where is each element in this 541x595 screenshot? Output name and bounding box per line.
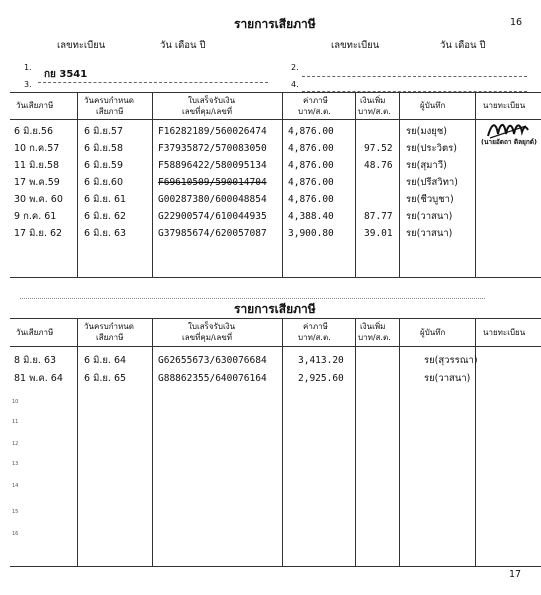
column-header-tax-line2: บาท/ส.ต. [298,333,331,342]
surcharge-cell: 87.77 [364,211,393,222]
receipt-cell: F69610509/590014704 [158,177,267,188]
registration-plate-value: กย 3541 [44,69,88,80]
tax-amount-cell: 3,900.80 [288,228,334,239]
due-date-cell: 6 มิ.ย.57 [84,126,124,137]
due-date-cell: 6 มิ.ย.58 [84,143,124,154]
tax-amount-cell: 4,876.00 [288,160,334,171]
tax-amount-cell: 4,388.40 [288,211,334,222]
item-4-number: 4. [291,80,299,89]
date-label-1: วัน เดือน ปี [160,40,206,51]
item-1-dotted-line [38,82,268,83]
column-header-surcharge-line2: บาท/ส.ต. [358,107,391,116]
row-number: 10 [12,399,19,405]
item-3-number: 3. [24,80,32,89]
column-header-tax-date: วันเสียภาษี [16,328,54,337]
tax-date-cell: 8 มิ.ย. 63 [14,355,57,366]
column-header-surcharge: เงินเพิ่ม [360,96,386,105]
column-header-recorder: ผู้บันทึก [420,328,446,337]
column-header-due-date: วันครบกำหนด [84,96,134,105]
surcharge-cell: 97.52 [364,143,393,154]
due-date-cell: 6 มิ.ย. 61 [84,194,127,205]
item-2-dotted-line [302,76,527,77]
tax-amount-cell: 4,876.00 [288,143,334,154]
page-number-top: 16 [510,17,523,28]
column-header-tax-line2: บาท/ส.ต. [298,107,331,116]
tax-date-cell: 6 มิ.ย.56 [14,126,54,137]
recorder-cell: รย(สุวรรณา) [424,355,478,366]
receipt-cell: G62655673/630076684 [158,355,267,366]
tax-date-cell: 30 พ.ค. 60 [14,194,63,205]
column-header-surcharge: เงินเพิ่ม [360,322,386,331]
row-number: 16 [12,531,19,537]
column-header-receipt: ใบเสร็จรับเงิน [188,322,236,331]
column-header-registrar: นายทะเบียน [483,328,526,337]
receipt-cell: G37985674/620057087 [158,228,267,239]
section-separator [20,298,485,299]
tax-amount-cell: 4,876.00 [288,194,334,205]
registrar-stamp-text: (นายอัตถา ติลยุกต์) [481,138,537,146]
row-number: 11 [12,419,19,425]
section-title: รายการเสียภาษี [234,17,316,31]
due-date-cell: 6 มิ.ย.60 [84,177,124,188]
row-number: 15 [12,509,19,515]
recorder-cell: รย(วาสนา) [406,228,453,239]
registration-label-1: เลขทะเบียน [57,40,106,51]
column-header-tax: ค่าภาษี [303,96,328,105]
receipt-cell: G22900574/610044935 [158,211,267,222]
due-date-cell: 6 มิ.ย. 62 [84,211,127,222]
tax-date-cell: 9 ก.ค. 61 [14,211,57,222]
receipt-cell: F16282189/560026474 [158,126,267,137]
item-1-number: 1. [24,63,32,72]
row-number: 14 [12,483,19,489]
column-header-due-date-line2: เสียภาษี [96,107,124,116]
section-2-title: รายการเสียภาษี [234,302,316,316]
recorder-cell: รย(สุมาวี) [406,160,447,171]
tax-date-cell: 17 มิ.ย. 62 [14,228,63,239]
tax-amount-cell: 4,876.00 [288,177,334,188]
item-2-number: 2. [291,63,299,72]
column-header-tax: ค่าภาษี [303,322,328,331]
page-number-bottom: 17 [509,569,522,580]
recorder-cell: รย(ปรีสวิทา) [406,177,458,188]
column-header-receipt-line2: เลขที่คุม/เลขที่ [182,107,233,116]
receipt-cell: F37935872/570083050 [158,143,267,154]
tax-amount-cell: 4,876.00 [288,126,334,137]
receipt-cell: G00287380/600048854 [158,194,267,205]
tax-amount-cell: 2,925.60 [298,373,344,384]
tax-amount-cell: 3,413.20 [298,355,344,366]
tax-date-cell: 81 พ.ค. 64 [14,373,63,384]
due-date-cell: 6 มิ.ย.59 [84,160,124,171]
column-header-tax-date: วันเสียภาษี [16,101,54,110]
column-header-registrar: นายทะเบียน [483,101,526,110]
date-label-2: วัน เดือน ปี [440,40,486,51]
column-header-receipt-line2: เลขที่คุม/เลขที่ [182,333,233,342]
row-number: 12 [12,441,19,447]
column-header-receipt: ใบเสร็จรับเงิน [188,96,236,105]
column-header-surcharge-line2: บาท/ส.ต. [358,333,391,342]
column-header-due-date-line2: เสียภาษี [96,333,124,342]
row-number: 13 [12,461,19,467]
receipt-cell: F58896422/580095134 [158,160,267,171]
recorder-cell: รย(ชีวบูชา) [406,194,454,205]
recorder-cell: รย(ประวิตร) [406,143,457,154]
tax-date-cell: 11 มิ.ย.58 [14,160,60,171]
recorder-cell: รย(วาสนา) [424,373,471,384]
due-date-cell: 6 มิ.ย. 63 [84,228,127,239]
surcharge-cell: 39.01 [364,228,393,239]
surcharge-cell: 48.76 [364,160,393,171]
tax-date-cell: 17 พ.ค.59 [14,177,60,188]
tax-date-cell: 10 ก.ค.57 [14,143,60,154]
due-date-cell: 6 มิ.ย. 64 [84,355,127,366]
registration-label-2: เลขทะเบียน [331,40,380,51]
recorder-cell: รย(วาสนา) [406,211,453,222]
due-date-cell: 6 มิ.ย. 65 [84,373,127,384]
column-header-due-date: วันครบกำหนด [84,322,134,331]
receipt-cell: G88862355/640076164 [158,373,267,384]
recorder-cell: รย(มงยุช) [406,126,447,137]
column-header-recorder: ผู้บันทึก [420,101,446,110]
